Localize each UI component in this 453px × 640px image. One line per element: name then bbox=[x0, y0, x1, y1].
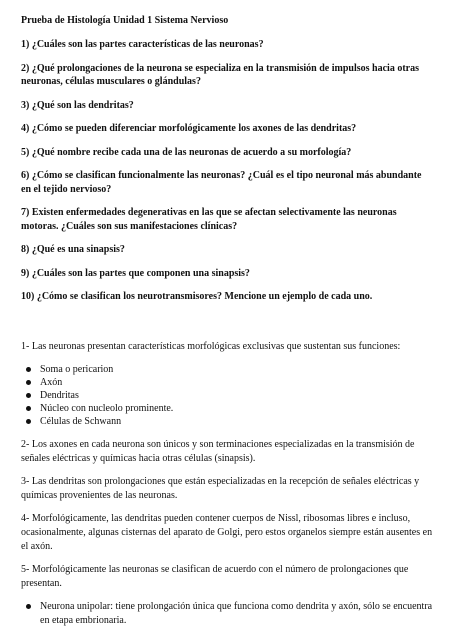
answer-3: 3- Las dendritas son prolongaciones que están especializadas en la recepción de señales eléctricas y químicas provenientes de las neuronas. bbox=[21, 475, 420, 501]
list-item-text: Axón bbox=[40, 376, 63, 388]
question-5: 5) ¿Qué nombre recibe cada una de las neuronas de acuerdo a su morfología? bbox=[21, 146, 352, 158]
list-item bbox=[26, 363, 433, 376]
list-item bbox=[26, 389, 433, 402]
list-item bbox=[26, 415, 433, 428]
list-item-text: Células de Schwann bbox=[40, 416, 122, 428]
answer-5-list bbox=[21, 600, 433, 628]
answer-4: 4- Morfológicamente, las dendritas pueden contener cuerpos de Nissl, ribosomas libres e incluso, ocasionalmente, algunas cisternas del aparato de Golgi, pero estos organelos siempre están ausentes en el axón. bbox=[21, 512, 433, 552]
bullet-icon bbox=[26, 380, 31, 385]
list-item-text: Núcleo con nucleolo prominente. bbox=[40, 403, 174, 415]
document-title: Prueba de Histología Unidad 1 Sistema Nervioso bbox=[21, 15, 229, 26]
answer-2: 2- Los axones en cada neurona son únicos y son terminaciones especializadas en la transmisión de señales eléctricas y químicas hacia otras células (sinapsis). bbox=[21, 438, 415, 464]
list-item-text: Soma o pericarion bbox=[40, 363, 114, 375]
question-2: 2) ¿Qué prolongaciones de la neurona se especializa en la transmisión de impulsos hacia otras neuronas, células musculares o glándulas? bbox=[21, 62, 419, 87]
bullet-icon bbox=[26, 393, 31, 398]
list-item bbox=[26, 402, 433, 415]
bullet-icon bbox=[26, 406, 31, 411]
question-4: 4) ¿Cómo se pueden diferenciar morfológicamente los axones de las dendritas? bbox=[21, 123, 357, 134]
question-9: 9) ¿Cuáles son las partes que componen una sinapsis? bbox=[21, 267, 250, 279]
list-item-text: Neurona unipolar: tiene prolongación única que funciona como dendrita y axón, sólo se encuentra en etapa embrionaria. bbox=[40, 600, 433, 626]
answer-1-list bbox=[21, 363, 433, 429]
question-10: 10) ¿Cómo se clasifican los neurotransmisores? Mencione un ejemplo de cada uno. bbox=[21, 291, 373, 302]
answer-5-intro: 5- Morfológicamente las neuronas se clasifican de acuerdo con el número de prolongaciones que presentan. bbox=[21, 563, 409, 589]
question-7: 7) Existen enfermedades degenerativas en las que se afectan selectivamente las neuronas motoras. ¿Cuáles son sus manifestaciones clínicas? bbox=[21, 207, 397, 232]
question-6: 6) ¿Cómo se clasifican funcionalmente las neuronas? ¿Cuál es el tipo neuronal más abundante en el tejido nervioso? bbox=[21, 170, 422, 195]
question-list bbox=[21, 38, 433, 304]
section-spacer bbox=[21, 314, 433, 340]
bullet-icon bbox=[26, 419, 31, 424]
question-8: 8) ¿Qué es una sinapsis? bbox=[21, 244, 125, 255]
list-item-text: Dendritas bbox=[40, 389, 79, 401]
question-1: 1) ¿Cuáles son las partes características de las neuronas? bbox=[21, 39, 264, 50]
bullet-icon bbox=[26, 604, 31, 609]
question-3: 3) ¿Qué son las dendritas? bbox=[21, 99, 134, 111]
list-item bbox=[26, 600, 433, 628]
list-item bbox=[26, 376, 433, 389]
bullet-icon bbox=[26, 367, 31, 372]
answer-1-intro: 1- Las neuronas presentan características morfológicas exclusivas que sustentan sus funciones: bbox=[21, 340, 401, 352]
